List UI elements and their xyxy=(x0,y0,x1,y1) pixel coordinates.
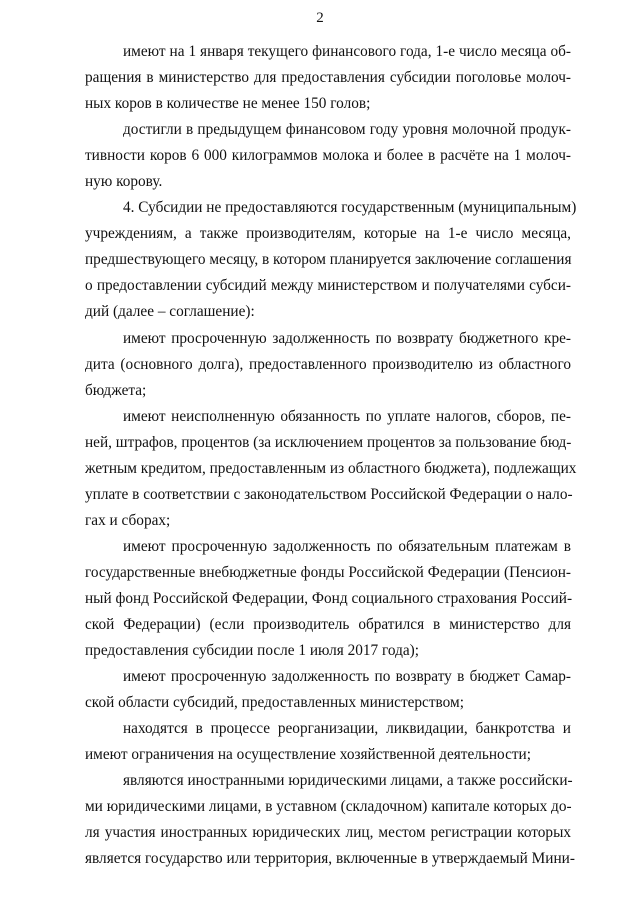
paragraph xyxy=(85,768,575,872)
text-line: 4. Субсидии не предоставляются государственным (муниципальным) xyxy=(123,199,577,217)
text-line: гах и сборах; xyxy=(85,511,171,529)
text-line: дий (далее – соглашение): xyxy=(85,303,255,321)
text-line: жетным кредитом, предоставленным из областного бюджета), подлежащих xyxy=(85,459,577,477)
text-line: о предоставлении субсидий между министерством и получателями субси- xyxy=(85,277,571,295)
text-line: имеют просроченную задолженность по возврату бюджетного кре- xyxy=(123,329,571,347)
paragraph xyxy=(85,404,577,534)
text-line: ней, штрафов, процентов (за исключением процентов за пользование бюд- xyxy=(85,433,572,451)
text-line: учреждениям, а также производителям, которые на 1-е число месяца, xyxy=(85,225,571,243)
page-number: 2 xyxy=(316,10,324,26)
paragraph xyxy=(85,664,571,716)
text-line: имеют неисполненную обязанность по уплате налогов, сборов, пе- xyxy=(123,407,571,425)
text-line: ращения в министерство для предоставления субсидии поголовье молоч- xyxy=(85,69,571,87)
paragraph xyxy=(85,716,571,768)
document-body xyxy=(85,39,577,873)
text-line: уплате в соответствии с законодательством Российской Федерации о нало- xyxy=(85,485,573,503)
paragraph xyxy=(85,195,577,325)
text-line: имеют на 1 января текущего финансового года, 1-е число месяца об- xyxy=(123,43,571,60)
text-line: бюджета; xyxy=(85,381,147,399)
text-line: являются иностранными юридическими лицами, а также российски- xyxy=(123,772,573,790)
paragraph xyxy=(85,117,571,195)
text-line: государственные внебюджетные фонды Российской Федерации (Пенсион- xyxy=(85,563,571,581)
text-line: тивности коров 6 000 килограммов молока и более в расчёте на 1 молоч- xyxy=(85,147,571,165)
text-line: дита (основного долга), предоставленного производителю из областного xyxy=(85,355,571,373)
text-line: ской Федерации) (если производитель обратился в министерство для xyxy=(85,616,571,634)
text-line: ми юридическими лицами, в уставном (складочном) капитале которых до- xyxy=(85,798,572,816)
text-line: ля участия иностранных юридических лиц, местом регистрации которых xyxy=(85,824,571,842)
text-line: находятся в процессе реорганизации, ликвидации, банкротства и xyxy=(123,720,571,738)
paragraph xyxy=(85,326,571,404)
text-line: предшествующего месяцу, в котором планируется заключение соглашения xyxy=(85,251,572,269)
text-line: имеют просроченную задолженность по обязательным платежам в xyxy=(123,537,571,555)
text-line: ную корову. xyxy=(85,173,163,191)
text-line: ных коров в количестве не менее 150 голов; xyxy=(85,95,371,113)
text-line: является государство или территория, включенные в утверждаемый Мини- xyxy=(85,850,575,868)
text-line: ный фонд Российской Федерации, Фонд социального страхования Россий- xyxy=(85,589,573,607)
text-line: имеют ограничения на осуществление хозяйственной деятельности; xyxy=(85,746,531,764)
paragraph xyxy=(85,534,571,664)
text-line: ской области субсидий, предоставленных министерством; xyxy=(85,694,464,712)
text-line: имеют просроченную задолженность по возврату в бюджет Самар- xyxy=(123,668,571,686)
paragraph xyxy=(85,39,571,117)
text-line: достигли в предыдущем финансовом году уровня молочной продук- xyxy=(123,121,571,139)
text-line: предоставления субсидии после 1 июля 2017 года); xyxy=(85,642,420,660)
